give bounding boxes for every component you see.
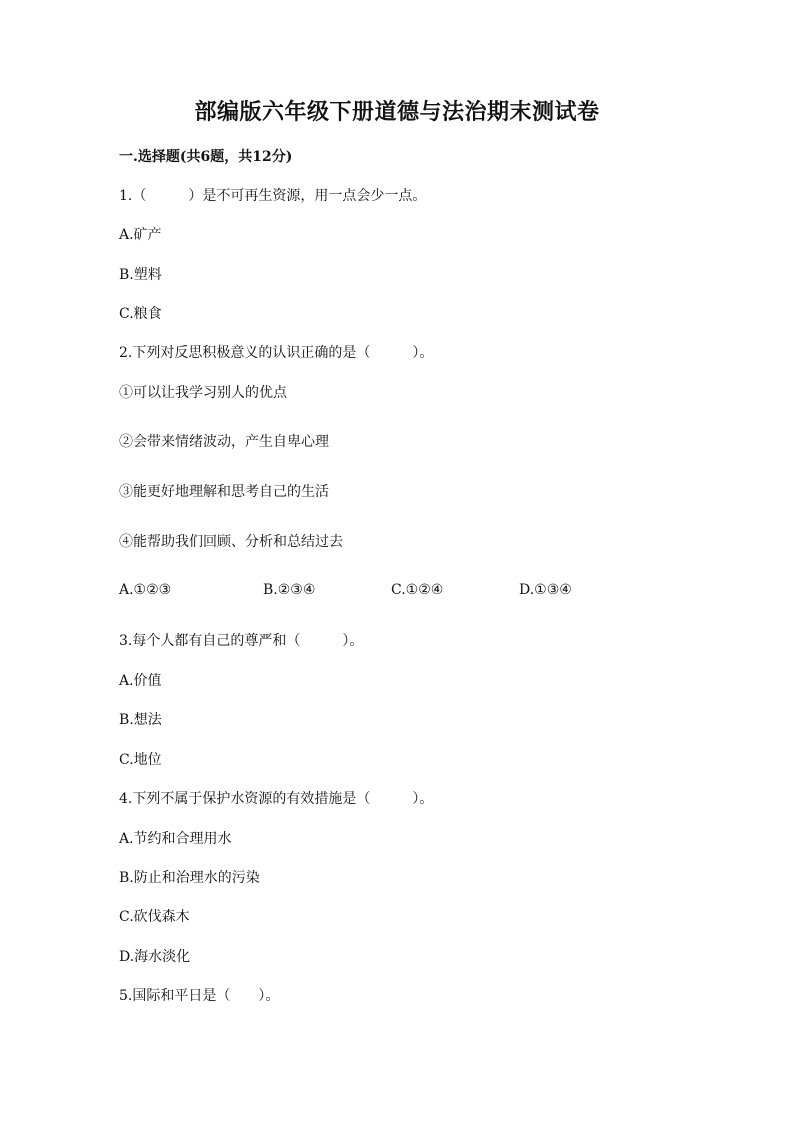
question-2-option-b: B.②③④ [263,582,316,598]
question-2-option-a: A.①②③ [119,582,172,598]
question-3-option-c: C.地位 [119,752,162,768]
section-heading: 一.选择题(共6题，共12分) [119,149,293,165]
question-4-option-b: B.防止和治理水的污染 [119,870,260,886]
question-4-option-d: D.海水淡化 [119,949,191,965]
question-3-option-b: B.想法 [119,712,162,728]
question-3-stem: 3.每个人都有自己的尊严和（ ）。 [119,633,364,649]
page-title: 部编版六年级下册道德与法治期末测试卷 [194,99,600,125]
question-2-stem: 2.下列对反思积极意义的认识正确的是（ ）。 [119,345,434,361]
question-5-stem: 5.国际和平日是（ ）。 [119,988,280,1004]
question-2-statement-4: ④能帮助我们回顾、分析和总结过去 [119,534,343,550]
question-4-stem: 4.下列不属于保护水资源的有效措施是（ ）。 [119,791,434,807]
question-1-option-b: B.塑料 [119,267,162,283]
question-1-stem: 1.（ ）是不可再生资源，用一点会少一点。 [119,188,427,204]
question-3-option-a: A.价值 [119,673,162,689]
question-4-option-c: C.砍伐森木 [119,909,190,925]
question-2-option-c: C.①②④ [391,582,444,598]
question-1-option-a: A.矿产 [119,227,162,243]
question-2-statement-3: ③能更好地理解和思考自己的生活 [119,484,329,500]
question-4-option-a: A.节约和合理用水 [119,831,232,847]
question-2-statement-2: ②会带来情绪波动，产生自卑心理 [119,434,329,450]
question-2-option-d: D.①③④ [519,582,572,598]
question-2-statement-1: ①可以让我学习别人的优点 [119,385,287,401]
question-1-option-c: C.粮食 [119,306,162,322]
question-2-options-row [0,582,794,602]
